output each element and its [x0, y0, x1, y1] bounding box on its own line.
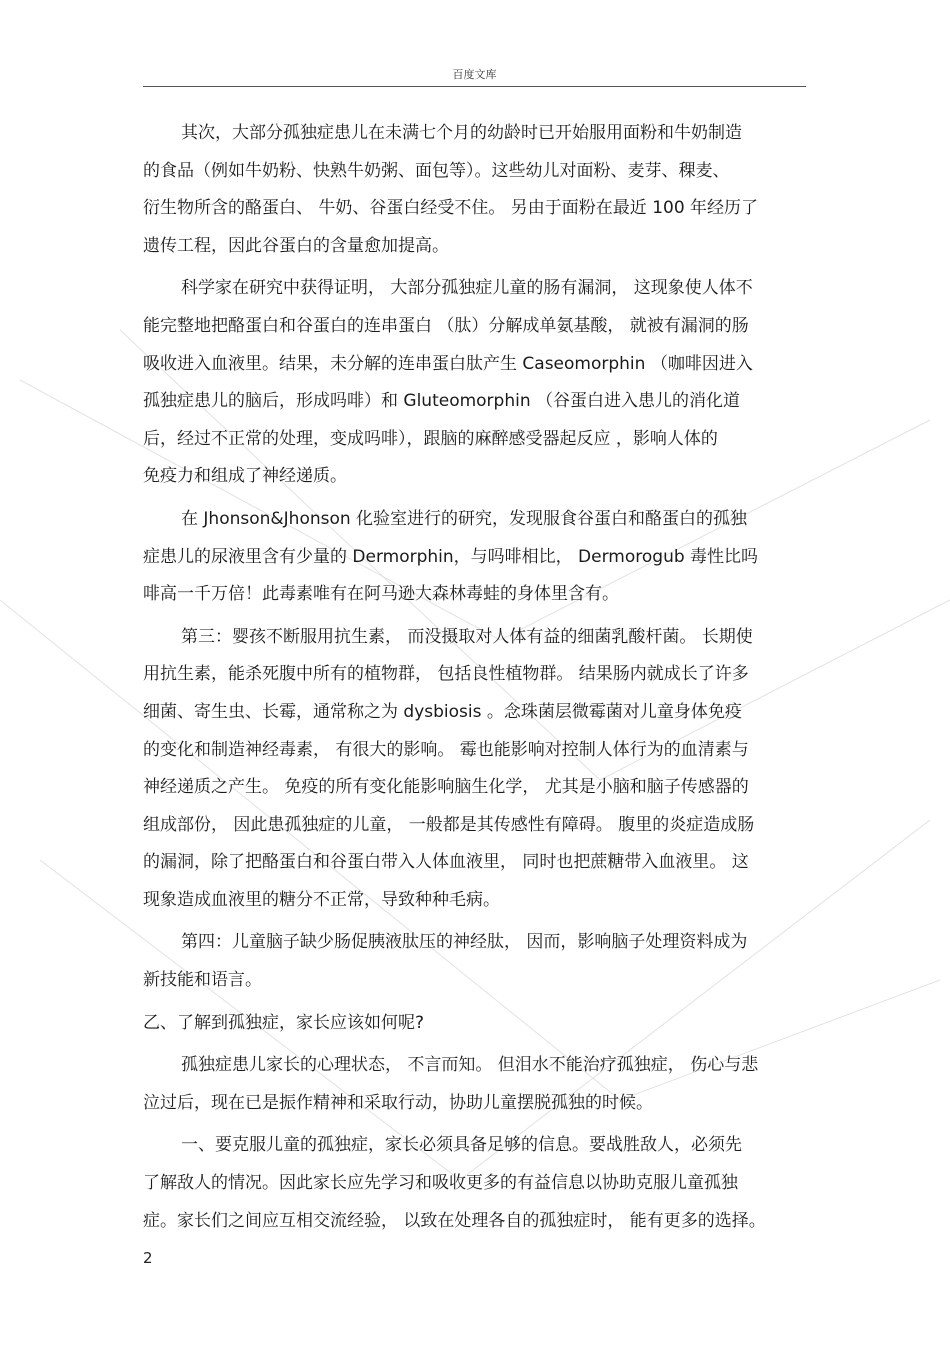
text-line: 免疫力和组成了神经递质。	[143, 466, 347, 487]
text-line: 用抗生素，能杀死腹中所有的植物群， 包括良性植物群。 结果肠内就成长了许多	[143, 664, 749, 685]
text-line: 的漏洞，除了把酪蛋白和谷蛋白带入人体血液里， 同时也把蔗糖带入血液里。 这	[143, 852, 749, 873]
text-line: 组成部份， 因此患孤独症的儿童， 一般都是其传感性有障碍。 腹里的炎症造成肠	[143, 814, 755, 835]
text-line: 一、要克服儿童的孤独症，家长必须具备足够的信息。要战胜敌人，必须先	[181, 1135, 742, 1156]
header-divider	[143, 86, 806, 87]
text-line: 孤独症患儿的脑后，形成吗啡）和 Gluteomorphin （谷蛋白进入患儿的消化道	[143, 391, 741, 412]
text-line: 能完整地把酪蛋白和谷蛋白的连串蛋白 （肽）分解成单氨基酸， 就被有漏洞的肠	[143, 315, 749, 336]
page-header-title: 百度文库	[452, 68, 497, 81]
text-line: 的食品（例如牛奶粉、快熟牛奶粥、面包等）。这些幼儿对面粉、麦芽、稞麦、	[143, 160, 730, 181]
page-number: 2	[143, 1249, 153, 1267]
text-line: 的变化和制造神经毒素， 有很大的影响。 霉也能影响对控制人体行为的血清素与	[143, 739, 749, 760]
text-line: 孤独症患儿家长的心理状态， 不言而知。 但泪水不能治疗孤独症， 伤心与悲	[181, 1055, 759, 1076]
text-line: 乙、了解到孤独症，家长应该如何呢?	[143, 1012, 425, 1033]
document-body	[143, 115, 806, 1240]
text-line: 遗传工程，因此谷蛋白的含量愈加提高。	[143, 235, 449, 256]
text-line: 科学家在研究中获得证明， 大部分孤独症儿童的肠有漏洞， 这现象使人体不	[181, 278, 753, 299]
text-line: 新技能和语言。	[143, 970, 262, 991]
paragraph	[143, 501, 806, 614]
text-line: 症。家长们之间应互相交流经验， 以致在处理各自的孤独症时， 能有更多的选择。	[143, 1210, 766, 1231]
text-line: 吸收进入血液里。结果，未分解的连串蛋白肽产生 Caseomorphin （咖啡因进入	[143, 353, 753, 374]
paragraph	[143, 1047, 806, 1122]
text-line: 后，经过不正常的处理，变成吗啡），跟脑的麻醉感受器起反应 ，影响人体的	[143, 428, 718, 449]
paragraph	[143, 1127, 806, 1240]
text-line: 泣过后，现在已是振作精神和采取行动，协助儿童摆脱孤独的时候。	[143, 1092, 653, 1113]
text-line: 衍生物所含的酪蛋白、 牛奶、谷蛋白经受不住。 另由于面粉在最近 100 年经历了	[143, 198, 759, 219]
paragraph	[143, 619, 806, 920]
paragraph	[143, 924, 806, 999]
text-line: 现象造成血液里的糖分不正常，导致种种毛病。	[143, 889, 500, 910]
text-line: 啡高一千万倍！此毒素唯有在阿马逊大森林毒蛙的身体里含有。	[143, 584, 619, 605]
paragraph	[143, 1005, 806, 1043]
text-line: 第三：婴孩不断服用抗生素， 而没摄取对人体有益的细菌乳酸杆菌。 长期使	[181, 626, 753, 647]
paragraph	[143, 115, 806, 265]
paragraph	[143, 270, 806, 496]
text-line: 第四：儿童脑子缺少肠促胰液肽压的神经肽， 因而，影响脑子处理资料成为	[181, 932, 748, 953]
text-line: 了解敌人的情况。因此家长应先学习和吸收更多的有益信息以协助克服儿童孤独	[143, 1173, 738, 1194]
text-line: 其次，大部分孤独症患儿在未满七个月的幼龄时已开始服用面粉和牛奶制造	[181, 123, 742, 143]
text-line: 神经递质之产生。 免疫的所有变化能影响脑生化学， 尤其是小脑和脑子传感器的	[143, 777, 749, 798]
text-line: 症患儿的尿液里含有少量的 Dermorphin，与吗啡相比， Dermorogub 毒性比吗	[143, 546, 759, 567]
text-line: 细菌、寄生虫、长霉，通常称之为 dysbiosis 。念珠菌层微霉菌对儿童身体免疫	[143, 701, 742, 722]
text-line: 在 Jhonson&Jhonson 化验室进行的研究，发现服食谷蛋白和酪蛋白的孤独	[181, 508, 748, 529]
